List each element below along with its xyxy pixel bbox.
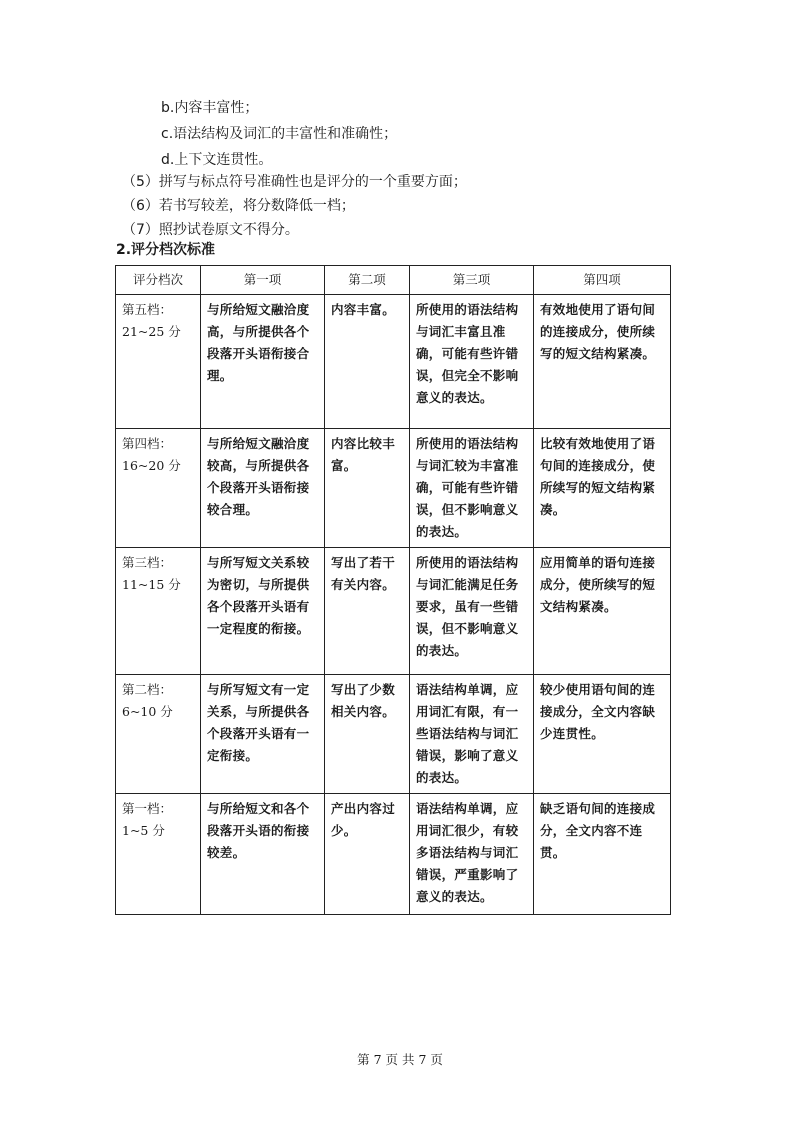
header-item-1: 第一项 (201, 266, 325, 295)
criterion-cell: 缺乏语句间的连接成分，全文内容不连贯。 (534, 794, 671, 915)
header-item-4: 第四项 (534, 266, 671, 295)
criterion-cell: 语法结构单调，应用词汇有限，有一些语法结构与词汇错误，影响了意义的表达。 (410, 675, 534, 794)
criterion-cell: 产出内容过少。 (325, 794, 410, 915)
criterion-cell: 较少使用语句间的连接成分，全文内容缺少连贯性。 (534, 675, 671, 794)
criterion-cell: 所使用的语法结构与词汇能满足任务要求，虽有一些错误，但不影响意义的表达。 (410, 548, 534, 675)
level-name: 第二档： (122, 682, 173, 697)
table-row (116, 548, 671, 675)
table-row (116, 429, 671, 548)
criterion-cell: 有效地使用了语句间的连接成分，使所续写的短文结构紧凑。 (534, 295, 671, 429)
criterion-cell: 所使用的语法结构与词汇较为丰富准确，可能有些许错误，但不影响意义的表达。 (410, 429, 534, 548)
criterion-cell: 写出了若干有关内容。 (325, 548, 410, 675)
criterion-cell: 内容丰富。 (325, 295, 410, 429)
level-name: 第三档： (122, 555, 173, 570)
rule-5: （5）拼写与标点符号准确性也是评分的一个重要方面； (122, 174, 467, 190)
section-title: 2.评分档次标准 (116, 242, 216, 258)
criterion-cell: 与所写短文有一定关系，与所提供各个段落开头语有一定衔接。 (201, 675, 325, 794)
criterion-cell: 应用简单的语句连接成分，使所续写的短文结构紧凑。 (534, 548, 671, 675)
criterion-b: b.内容丰富性； (161, 100, 259, 116)
level-range: 6~10 分 (122, 704, 173, 719)
criterion-cell: 写出了少数相关内容。 (325, 675, 410, 794)
table-row (116, 295, 671, 429)
criterion-cell: 语法结构单调，应用词汇很少，有较多语法结构与词汇错误，严重影响了意义的表达。 (410, 794, 534, 915)
level-cell (116, 548, 201, 675)
level-range: 16~20 分 (122, 458, 181, 473)
criterion-cell: 与所给短文和各个段落开头语的衔接较差。 (201, 794, 325, 915)
level-cell (116, 295, 201, 429)
criterion-c: c.语法结构及词汇的丰富性和准确性； (161, 126, 398, 142)
level-range: 21~25 分 (122, 324, 181, 339)
page-number-footer: 第 7 页 共 7 页 (357, 1052, 443, 1067)
criterion-cell: 内容比较丰富。 (325, 429, 410, 548)
header-item-3: 第三项 (410, 266, 534, 295)
header-item-2: 第二项 (325, 266, 410, 295)
level-range: 1~5 分 (122, 823, 165, 838)
criterion-cell: 与所给短文融洽度高，与所提供各个段落开头语衔接合理。 (201, 295, 325, 429)
level-range: 11~15 分 (122, 577, 181, 592)
criterion-cell: 与所给短文融洽度较高，与所提供各个段落开头语衔接较合理。 (201, 429, 325, 548)
criterion-cell: 所使用的语法结构与词汇丰富且准确，可能有些许错误，但完全不影响意义的表达。 (410, 295, 534, 429)
rule-6: （6）若书写较差，将分数降低一档； (122, 198, 355, 214)
level-name: 第四档： (122, 436, 173, 451)
header-level: 评分档次 (116, 266, 201, 295)
level-cell (116, 675, 201, 794)
scoring-rubric-table (115, 265, 671, 915)
level-cell (116, 794, 201, 915)
rule-7: （7）照抄试卷原文不得分。 (122, 222, 299, 238)
table-row (116, 675, 671, 794)
table-header-row (116, 266, 671, 295)
level-cell (116, 429, 201, 548)
level-name: 第五档： (122, 302, 173, 317)
level-name: 第一档： (122, 801, 173, 816)
criterion-cell: 比较有效地使用了语句间的连接成分，使所续写的短文结构紧凑。 (534, 429, 671, 548)
criterion-cell: 与所写短文关系较为密切，与所提供各个段落开头语有一定程度的衔接。 (201, 548, 325, 675)
table-row (116, 794, 671, 915)
criterion-d: d.上下文连贯性。 (161, 152, 273, 168)
